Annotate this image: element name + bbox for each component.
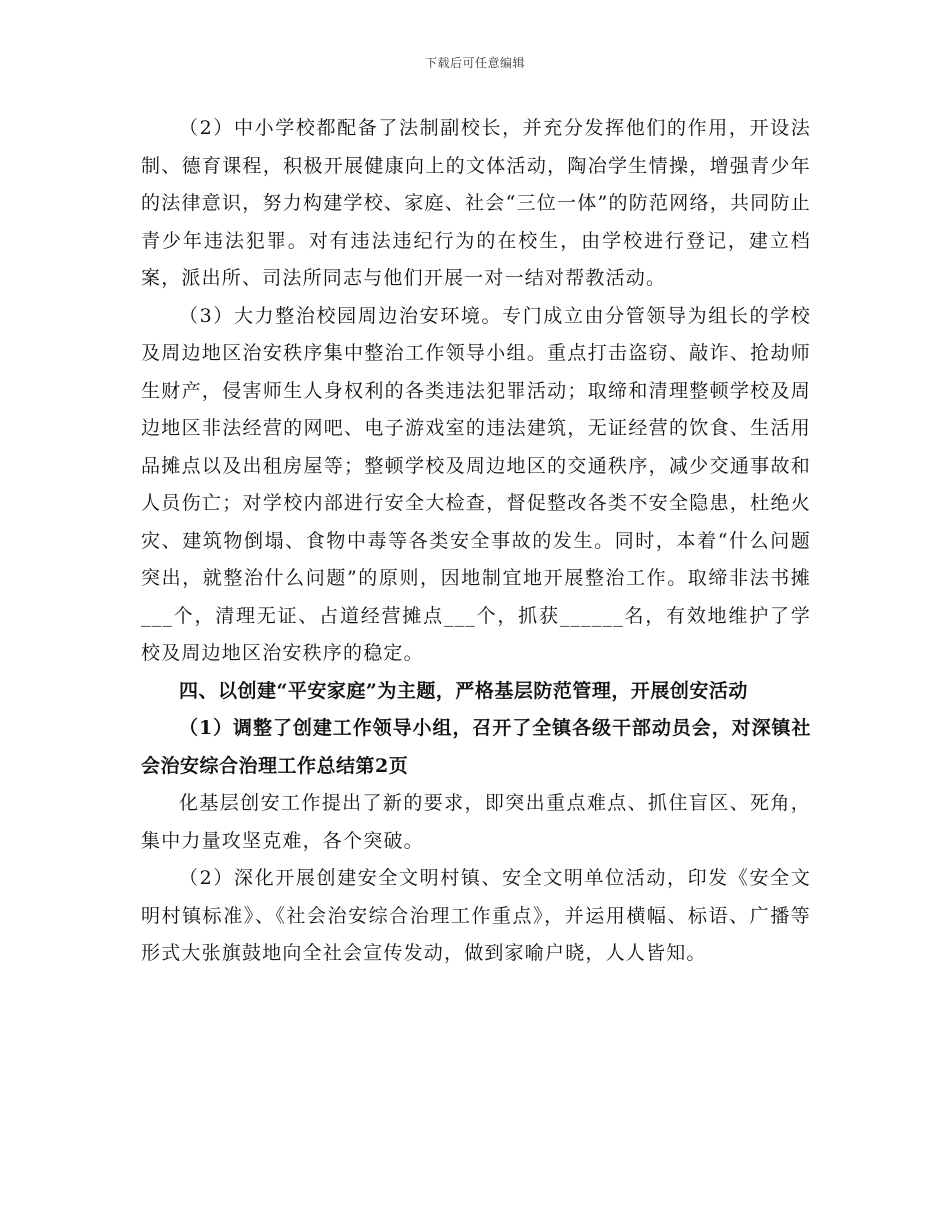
paragraph-continuation: 化基层创安工作提出了新的要求，即突出重点难点、抓住盲区、死角，集中力量攻坚克难，各个突破。 (141, 792, 811, 852)
document-body (141, 110, 811, 973)
paragraph-item-2: （2）中小学校都配备了法制副校长，并充分发挥他们的作用，开设法制、德育课程，积极开展健康向上的文体活动，陶冶学生情操，增强青少年的法律意识，努力构建学校、家庭、社会“三位一体”的防范网络，共同防止青少年违法犯罪。对有违法违纪行为的在校生，由学校进行登记，建立档案，派出所、司法所同志与他们开展一对一结对帮教活动。 (141, 117, 811, 289)
subsection-heading-4-1: （1）调整了创建工作领导小组，召开了全镇各级干部动员会，对深镇社会治安综合治理工作总结第2页 (141, 717, 811, 777)
section-heading-4: 四、以创建“平安家庭”为主题，严格基层防范管理，开展创安活动 (179, 679, 748, 702)
page-header: 下载后可任意编辑 (424, 56, 525, 70)
paragraph-item-4-2: （2）深化开展创建安全文明村镇、安全文明单位活动，印发《安全文明村镇标准》、《社会治安综合治理工作重点》，并运用横幅、标语、广播等形式大张旗鼓地向全社会宣传发动，做到家喻户晓，人人皆知。 (141, 867, 811, 964)
paragraph-item-3: （3）大力整治校园周边治安环境。专门成立由分管领导为组长的学校及周边地区治安秩序集中整治工作领导小组。重点打击盗窃、敲诈、抢劫师生财产，侵害师生人身权利的各类违法犯罪活动；取缔和清理整顿学校及周边地区非法经营的网吧、电子游戏室的违法建筑，无证经营的饮食、生活用品摊点以及出租房屋等；整顿学校及周边地区的交通秩序，减少交通事故和人员伤亡；对学校内部进行安全大检查，督促整改各类不安全隐患，杜绝火灾、建筑物倒塌、食物中毒等各类安全事故的发生。同时，本着“什么问题突出，就整治什么问题”的原则，因地制宜地开展整治工作。取缔非法书摊___个，清理无证、占道经营摊点___个，抓获______名，有效地维护了学校及周边地区治安秩序的稳定。 (141, 304, 811, 664)
